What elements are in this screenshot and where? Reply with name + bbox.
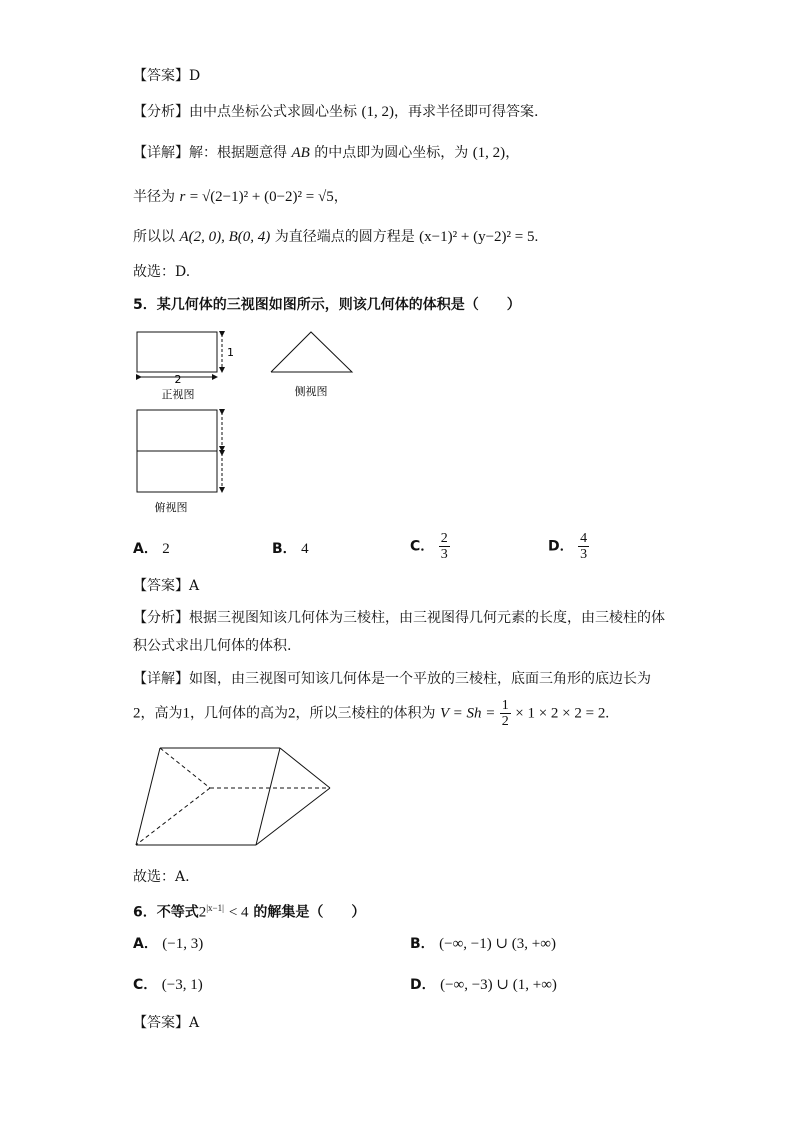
answer-value: A xyxy=(189,1015,200,1031)
stem-exponent: |x−1| xyxy=(206,903,224,913)
option-letter: C． xyxy=(410,538,435,555)
q5-option-c[interactable] xyxy=(410,531,450,562)
detail-num: 2 xyxy=(288,705,296,722)
detail-ab: AB xyxy=(291,145,310,161)
detail-text: 解：根据题意得 xyxy=(189,145,287,161)
answer-value: D xyxy=(189,68,201,84)
fraction-denominator: 3 xyxy=(440,547,448,562)
q5-analysis-line1 xyxy=(133,608,665,628)
front-view xyxy=(137,332,234,401)
q6-option-d[interactable] xyxy=(410,975,557,995)
q5-option-d[interactable] xyxy=(548,531,589,562)
option-letter: A． xyxy=(133,541,158,557)
detail-text: ，几何体的高为 xyxy=(190,705,288,722)
detail-label: 【详解】 xyxy=(133,145,189,161)
detail-text-2: 的中点即为圆心坐标，为 xyxy=(314,145,469,161)
fraction-numerator: 1 xyxy=(501,698,509,713)
q4-choose: 故选：D. xyxy=(133,264,191,280)
radius-suffix: ， xyxy=(333,189,348,205)
radius-expr: = √(2−1)² + (0−2)² = √5 xyxy=(189,189,334,205)
analysis-text: 由中点坐标公式求圆心坐标 xyxy=(189,104,357,120)
detail-num: 1 xyxy=(182,705,190,722)
option-value: 2 xyxy=(162,541,170,557)
q5-detail-line1 xyxy=(133,669,651,689)
option-fraction xyxy=(578,531,589,562)
prism-figure xyxy=(130,742,340,852)
option-value: (−∞, −3) ∪ (1, +∞) xyxy=(440,977,557,993)
side-view-label: 侧视图 xyxy=(294,385,328,398)
option-value: (−1, 3) xyxy=(162,936,204,952)
option-value: (−3, 1) xyxy=(161,977,203,993)
answer-label: 【答案】 xyxy=(133,68,189,84)
q5-analysis-line2: 积公式求出几何体的体积. xyxy=(133,638,292,654)
option-letter: D． xyxy=(410,977,436,993)
q5-detail-line2 xyxy=(133,698,609,729)
stem-base: 2 xyxy=(198,904,207,921)
top-view xyxy=(137,410,222,514)
option-letter: D． xyxy=(548,538,574,555)
fraction-numerator: 2 xyxy=(440,531,448,546)
stem-prefix: 6．不等式 xyxy=(133,904,199,921)
option-letter: C． xyxy=(133,977,158,993)
q6-option-b[interactable] xyxy=(410,934,556,954)
detail-text: 如图，由三视图可知该几何体是一个平放的三棱柱，底面三角形的底边长为 xyxy=(189,671,651,687)
detail-label: 【详解】 xyxy=(133,671,189,687)
option-value: (−∞, −1) ∪ (3, +∞) xyxy=(439,936,556,952)
radius-prefix: 半径为 xyxy=(133,189,175,205)
eq-formula: (x−1)² + (y−2)² = 5. xyxy=(419,229,539,245)
q4-answer-line xyxy=(133,66,200,86)
volume-formula: V = Sh = xyxy=(439,705,496,722)
q6-answer-line xyxy=(133,1013,199,1033)
q4-analysis-line xyxy=(133,102,538,122)
radius-r: r xyxy=(179,189,186,205)
eq-points: A(2, 0), B(0, 4) xyxy=(179,229,271,245)
answer-value: A xyxy=(189,578,200,594)
three-view-figure xyxy=(125,328,365,528)
q6-stem xyxy=(133,898,365,923)
detail-text: ，高为 xyxy=(140,705,183,722)
half-fraction xyxy=(500,698,511,729)
q5-option-b[interactable] xyxy=(272,539,309,559)
detail-center: (1, 2) xyxy=(472,145,506,161)
analysis-math: (1, 2) xyxy=(361,104,394,120)
stem-relation: < 4 xyxy=(228,904,249,921)
fraction-numerator: 4 xyxy=(580,531,588,546)
q4-detail-line xyxy=(133,143,519,163)
detail-num: 2 xyxy=(133,705,141,722)
q4-radius-line xyxy=(133,187,348,207)
volume-result: × 1 × 2 × 2 = 2. xyxy=(515,705,610,722)
analysis-text: 根据三视图知该几何体为三棱柱，由三视图得几何元素的长度，由三棱柱的体 xyxy=(189,610,665,626)
stem-suffix: 的解集是（ ） xyxy=(253,904,366,921)
option-letter: A． xyxy=(133,936,158,952)
side-view xyxy=(271,332,352,398)
front-view-label: 正视图 xyxy=(161,388,195,401)
fraction-denominator: 2 xyxy=(501,714,509,729)
answer-label: 【答案】 xyxy=(133,1015,189,1031)
q5-choose: 故选：A. xyxy=(133,869,190,885)
analysis-label: 【分析】 xyxy=(133,610,189,626)
option-letter: B． xyxy=(410,936,435,952)
q4-equation-line xyxy=(133,227,538,247)
option-letter: B． xyxy=(272,541,297,557)
top-view-label: 俯视图 xyxy=(154,501,188,514)
q5-option-a[interactable] xyxy=(133,539,170,559)
option-fraction xyxy=(439,531,450,562)
detail-comma: ， xyxy=(505,145,520,161)
dim-width-label: 2 xyxy=(174,373,182,386)
answer-label: 【答案】 xyxy=(133,578,189,594)
eq-prefix: 所以以 xyxy=(133,229,175,245)
eq-text: 为直径端点的圆方程是 xyxy=(274,229,415,245)
option-value: 4 xyxy=(301,541,309,557)
detail-text: ，所以三棱柱的体积为 xyxy=(295,705,436,722)
q6-option-a[interactable] xyxy=(133,934,203,954)
q5-answer-line xyxy=(133,576,199,596)
analysis-label: 【分析】 xyxy=(133,104,189,120)
q6-option-c[interactable] xyxy=(133,975,203,995)
analysis-text-2: ，再求半径即可得答案. xyxy=(393,104,539,120)
fraction-denominator: 3 xyxy=(580,547,588,562)
q5-stem: 5．某几何体的三视图如图所示，则该几何体的体积是（ ） xyxy=(133,297,521,313)
dim-height-label: 1 xyxy=(227,346,234,359)
